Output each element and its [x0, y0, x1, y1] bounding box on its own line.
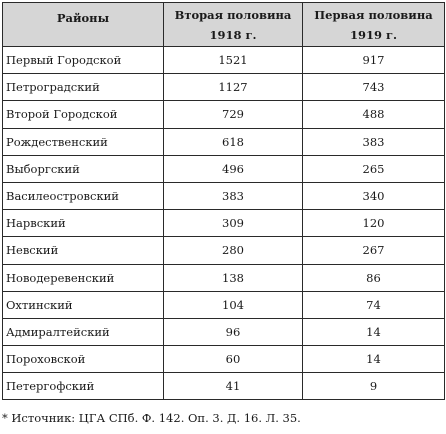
value-1918-cell: 496	[164, 155, 303, 182]
district-name-cell: Адмиралтейский	[3, 318, 164, 345]
value-1918-cell: 41	[164, 373, 303, 400]
value-1919-cell: 265	[303, 155, 445, 182]
value-1919-cell: 383	[303, 128, 445, 155]
district-name-cell: Нарвский	[3, 210, 164, 237]
value-1918-cell: 104	[164, 291, 303, 318]
value-1919-cell: 743	[303, 74, 445, 101]
source-footnote: * Источник: ЦГА СПб. Ф. 142. Оп. 3. Д. 16. Л. 35.	[2, 411, 301, 425]
table-row	[3, 264, 445, 291]
value-1919-cell: 9	[303, 373, 445, 400]
district-name-cell: Невский	[3, 237, 164, 264]
value-1919-cell: 86	[303, 264, 445, 291]
value-1918-cell: 138	[164, 264, 303, 291]
district-name-cell: Первый Городской	[3, 47, 164, 74]
value-1919-cell: 488	[303, 101, 445, 128]
table-row	[3, 318, 445, 345]
district-name-cell: Второй Городской	[3, 101, 164, 128]
header-second-half-1918: Вторая половина 1918 г.	[164, 3, 303, 47]
header-first-half-1919: Первая половина 1919 г.	[303, 3, 445, 47]
value-1919-cell: 14	[303, 318, 445, 345]
header-districts: Районы	[3, 3, 164, 47]
district-name-cell: Новодеревенский	[3, 264, 164, 291]
table-row	[3, 237, 445, 264]
table-row	[3, 346, 445, 373]
value-1918-cell: 618	[164, 128, 303, 155]
table-row	[3, 101, 445, 128]
value-1919-cell: 340	[303, 182, 445, 209]
district-name-cell: Петергофский	[3, 373, 164, 400]
value-1918-cell: 309	[164, 210, 303, 237]
district-name-cell: Рождественский	[3, 128, 164, 155]
value-1919-cell: 14	[303, 346, 445, 373]
district-name-cell: Петроградский	[3, 74, 164, 101]
table-header-row	[3, 3, 445, 47]
district-name-cell: Выборгский	[3, 155, 164, 182]
table-body	[3, 47, 445, 400]
value-1918-cell: 383	[164, 182, 303, 209]
value-1919-cell: 120	[303, 210, 445, 237]
value-1918-cell: 1127	[164, 74, 303, 101]
table-row	[3, 74, 445, 101]
value-1918-cell: 1521	[164, 47, 303, 74]
district-name-cell: Василеостровский	[3, 182, 164, 209]
value-1918-cell: 729	[164, 101, 303, 128]
district-name-cell: Охтинский	[3, 291, 164, 318]
value-1918-cell: 60	[164, 346, 303, 373]
value-1918-cell: 96	[164, 318, 303, 345]
value-1919-cell: 267	[303, 237, 445, 264]
value-1918-cell: 280	[164, 237, 303, 264]
table-row	[3, 373, 445, 400]
table-row	[3, 291, 445, 318]
value-1919-cell: 917	[303, 47, 445, 74]
table-row	[3, 182, 445, 209]
district-table	[2, 2, 445, 400]
table-row	[3, 155, 445, 182]
table-container	[2, 2, 444, 400]
table-row	[3, 128, 445, 155]
table-row	[3, 210, 445, 237]
value-1919-cell: 74	[303, 291, 445, 318]
district-name-cell: Пороховской	[3, 346, 164, 373]
table-row	[3, 47, 445, 74]
